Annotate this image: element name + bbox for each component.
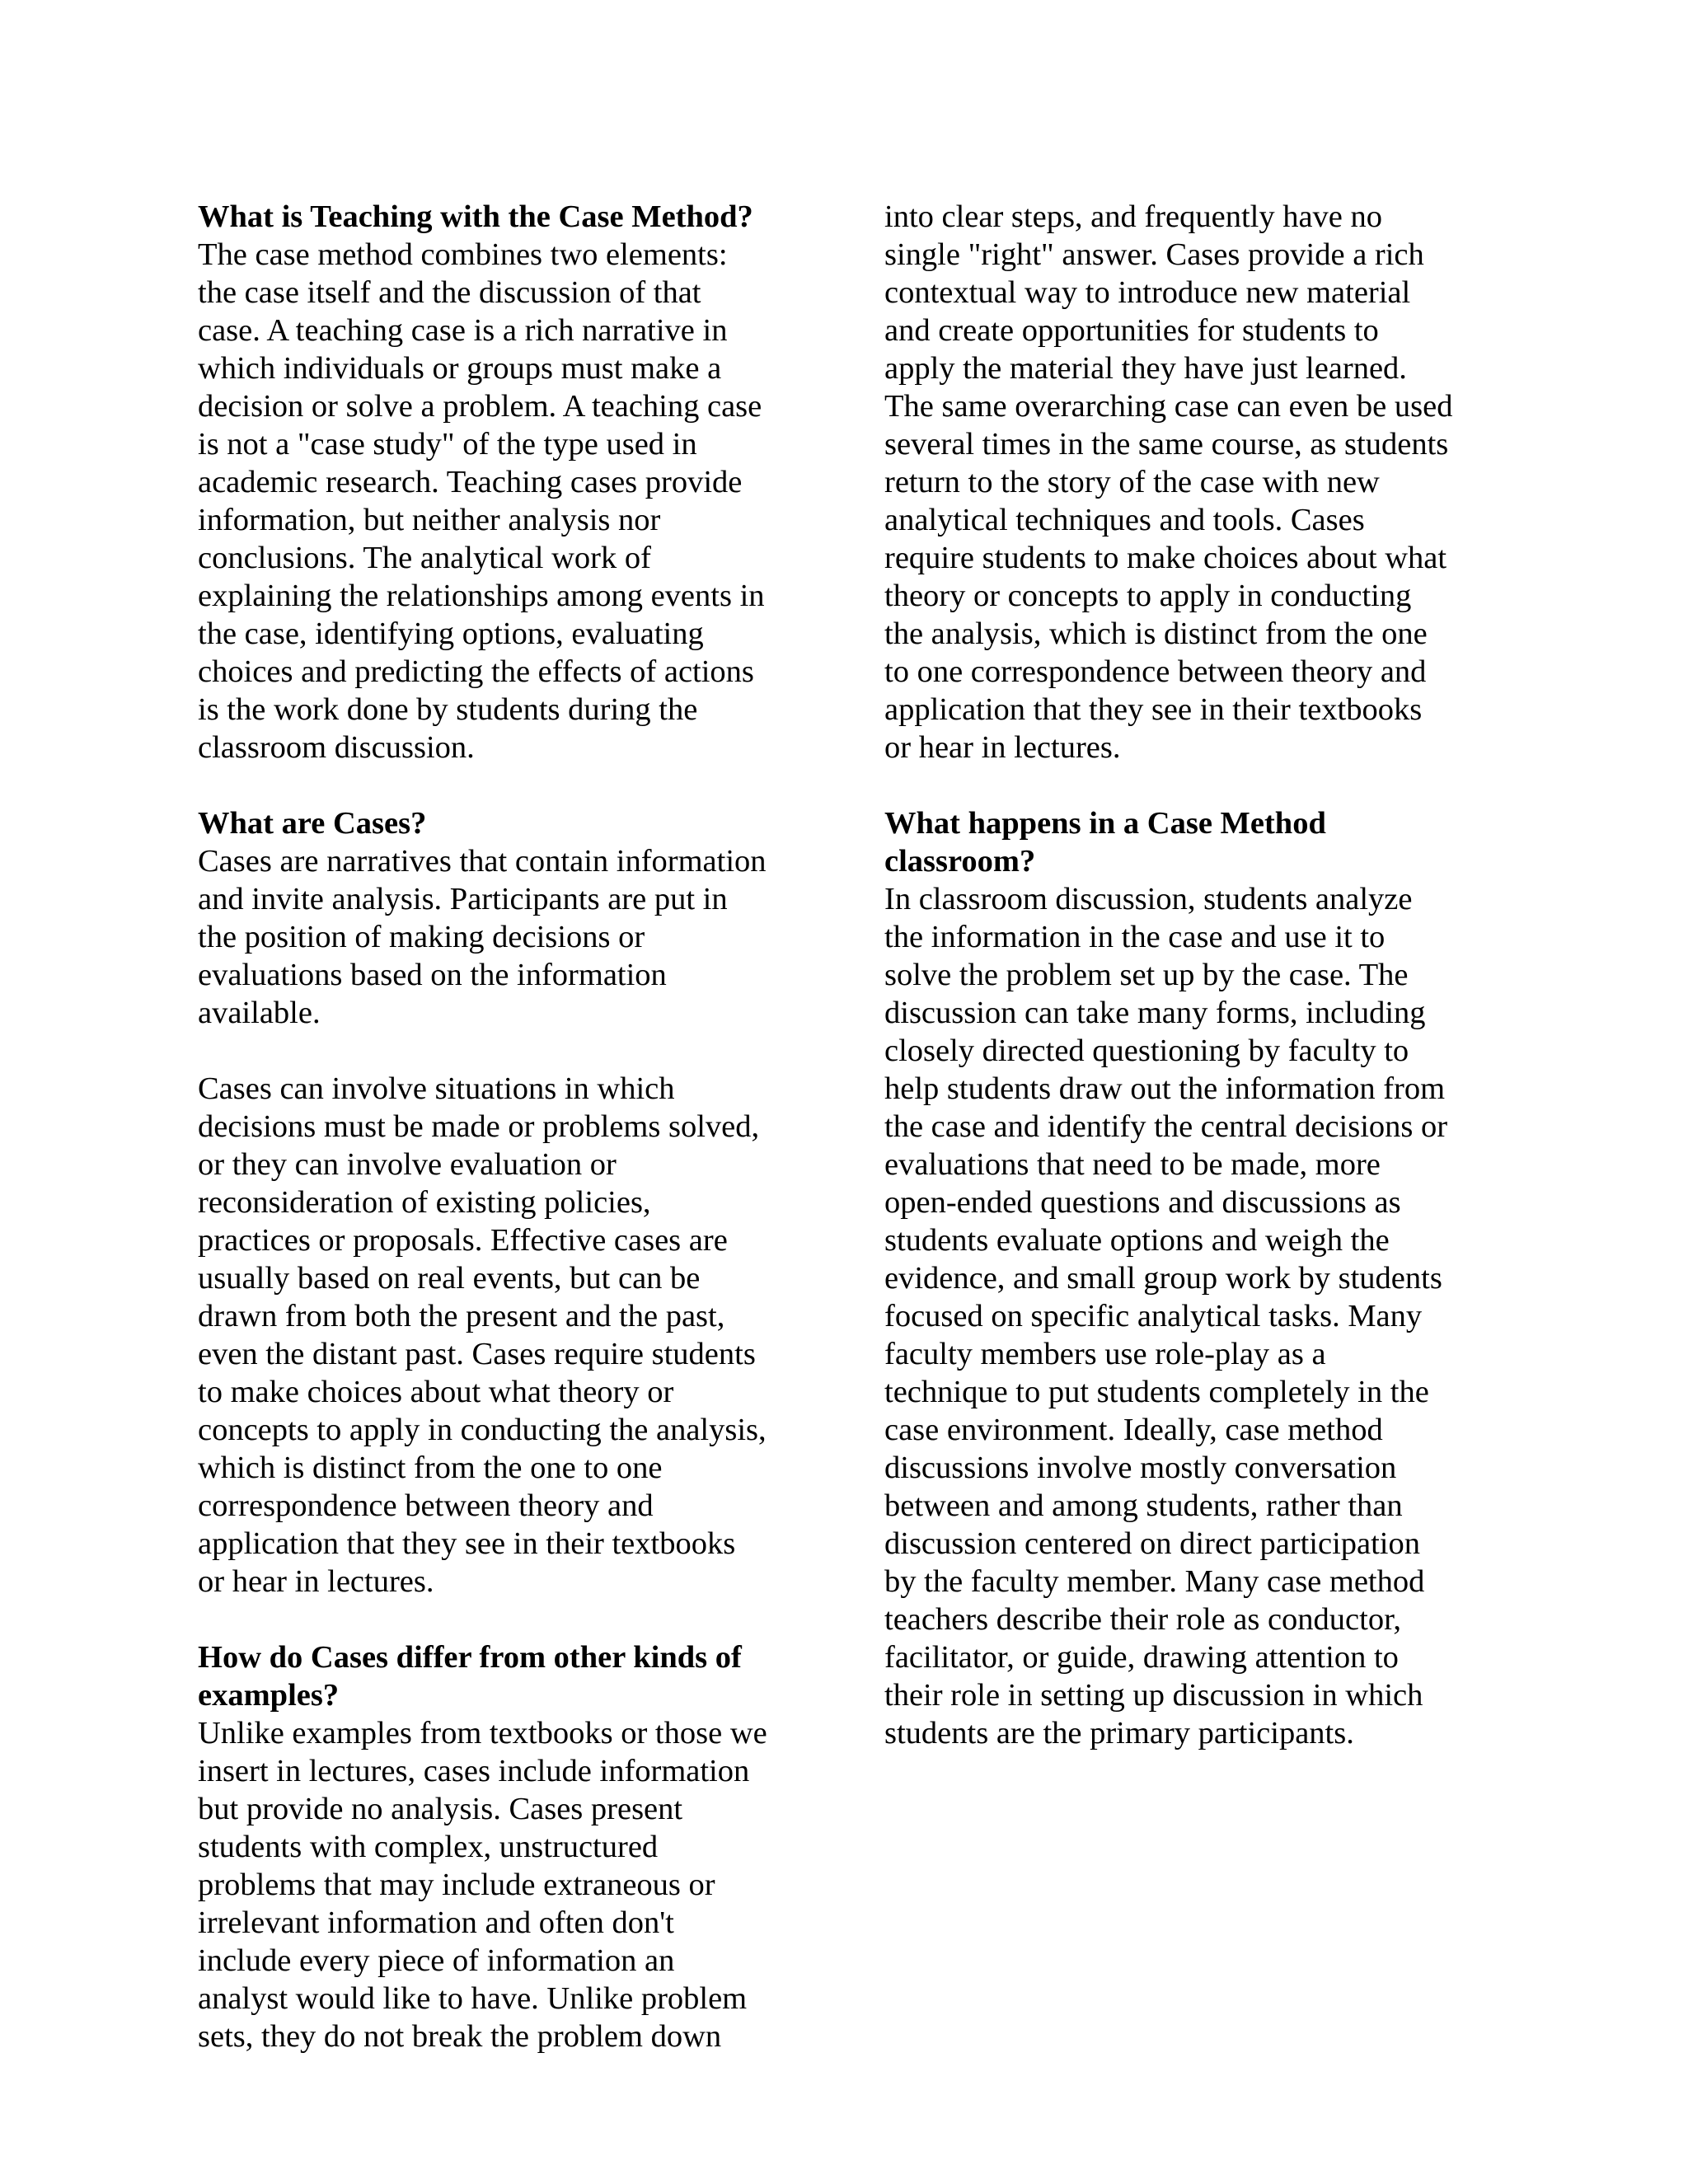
text-line: to make choices about what theory or bbox=[198, 1375, 674, 1409]
section-heading-teaching-case-method: What is Teaching with the Case Method? bbox=[198, 199, 753, 234]
text-line: theory or concepts to apply in conducting bbox=[884, 579, 1412, 613]
text-line: discussions involve mostly conversation bbox=[884, 1451, 1397, 1485]
text-line: available. bbox=[198, 996, 321, 1030]
text-line: decisions must be made or problems solved, bbox=[198, 1109, 760, 1144]
text-line: by the faculty member. Many case method bbox=[884, 1564, 1425, 1599]
paragraph-spacer bbox=[198, 766, 804, 804]
paragraph-case-method-classroom bbox=[884, 880, 1490, 1752]
text-line: information, but neither analysis nor bbox=[198, 503, 661, 537]
paragraph-cases-differ-continued bbox=[884, 198, 1490, 766]
text-line: or hear in lectures. bbox=[884, 730, 1121, 765]
section-heading-what-are-cases: What are Cases? bbox=[198, 806, 427, 841]
text-line: is not a "case study" of the type used in bbox=[198, 427, 697, 462]
text-line: application that they see in their textbooks bbox=[198, 1526, 736, 1561]
paragraph-spacer bbox=[198, 1601, 804, 1638]
heading-line: How do Cases differ from other kinds of bbox=[198, 1640, 742, 1675]
text-line: Cases can involve situations in which bbox=[198, 1071, 675, 1106]
text-line: solve the problem set up by the case. The bbox=[884, 958, 1409, 992]
text-line: classroom discussion. bbox=[198, 730, 475, 765]
text-line: the position of making decisions or bbox=[198, 920, 645, 954]
text-line: discussion can take many forms, including bbox=[884, 996, 1426, 1030]
text-line: sets, they do not break the problem down bbox=[198, 2019, 722, 2054]
text-line: case. A teaching case is a rich narrative in bbox=[198, 313, 728, 348]
text-line: teachers describe their role as conductor, bbox=[884, 1602, 1401, 1637]
text-line: correspondence between theory and bbox=[198, 1488, 654, 1523]
text-line: and create opportunities for students to bbox=[884, 313, 1379, 348]
text-line: insert in lectures, cases include information bbox=[198, 1754, 750, 1788]
text-line: contextual way to introduce new material bbox=[884, 275, 1411, 310]
right-column bbox=[884, 198, 1490, 1752]
text-line: closely directed questioning by faculty to bbox=[884, 1033, 1409, 1068]
text-line: evidence, and small group work by students bbox=[884, 1261, 1442, 1296]
text-line: to one correspondence between theory and bbox=[884, 654, 1427, 689]
text-line: return to the story of the case with new bbox=[884, 465, 1380, 499]
text-line: evaluations based on the information bbox=[198, 958, 667, 992]
text-line: apply the material they have just learned. bbox=[884, 351, 1407, 386]
text-line: In classroom discussion, students analyze bbox=[884, 882, 1413, 916]
text-line: drawn from both the present and the past, bbox=[198, 1299, 725, 1333]
text-line: focused on specific analytical tasks. Many bbox=[884, 1299, 1423, 1333]
text-line: and invite analysis. Participants are put in bbox=[198, 882, 728, 916]
paragraph-spacer bbox=[198, 1032, 804, 1070]
text-line: include every piece of information an bbox=[198, 1943, 675, 1978]
text-line: the case itself and the discussion of that bbox=[198, 275, 701, 310]
text-line: the information in the case and use it to bbox=[884, 920, 1386, 954]
text-line: which is distinct from the one to one bbox=[198, 1451, 663, 1485]
text-line: or they can involve evaluation or bbox=[198, 1147, 617, 1182]
text-line: but provide no analysis. Cases present bbox=[198, 1792, 683, 1826]
text-line: require students to make choices about what bbox=[884, 541, 1447, 575]
paragraph-spacer bbox=[884, 766, 1490, 804]
text-line: analytical techniques and tools. Cases bbox=[884, 503, 1365, 537]
text-line: problems that may include extraneous or bbox=[198, 1868, 715, 1902]
text-line: students evaluate options and weigh the bbox=[884, 1223, 1390, 1258]
paragraph-cases-definition bbox=[198, 842, 804, 1032]
text-line: analyst would like to have. Unlike problem bbox=[198, 1981, 748, 2016]
text-line: usually based on real events, but can be bbox=[198, 1261, 701, 1296]
text-line: the case and identify the central decisions or bbox=[884, 1109, 1448, 1144]
text-line: conclusions. The analytical work of bbox=[198, 541, 651, 575]
text-line: practices or proposals. Effective cases are bbox=[198, 1223, 728, 1258]
text-line: or hear in lectures. bbox=[198, 1564, 434, 1599]
text-line: choices and predicting the effects of actions bbox=[198, 654, 754, 689]
text-line: discussion centered on direct participation bbox=[884, 1526, 1421, 1561]
text-line: irrelevant information and often don't bbox=[198, 1905, 674, 1940]
text-line: evaluations that need to be made, more bbox=[884, 1147, 1381, 1182]
text-line: single "right" answer. Cases provide a rich bbox=[884, 237, 1424, 272]
text-line: into clear steps, and frequently have no bbox=[884, 199, 1383, 234]
text-line: the analysis, which is distinct from the one bbox=[884, 616, 1428, 651]
heading-line: classroom? bbox=[884, 844, 1036, 879]
text-line: Cases are narratives that contain information bbox=[198, 844, 767, 879]
text-line: technique to put students completely in the bbox=[884, 1375, 1429, 1409]
text-line: application that they see in their textbooks bbox=[884, 692, 1423, 727]
paragraph-cases-situations bbox=[198, 1070, 804, 1601]
text-line: which individuals or groups must make a bbox=[198, 351, 722, 386]
text-line: reconsideration of existing policies, bbox=[198, 1185, 651, 1220]
section-heading-case-method-classroom bbox=[884, 804, 1490, 880]
text-line: is the work done by students during the bbox=[198, 692, 698, 727]
heading-line: examples? bbox=[198, 1678, 340, 1713]
text-line: students with complex, unstructured bbox=[198, 1830, 659, 1864]
left-column bbox=[198, 198, 804, 2055]
text-line: their role in setting up discussion in which bbox=[884, 1678, 1423, 1713]
text-line: decision or solve a problem. A teaching case bbox=[198, 389, 762, 424]
heading-line: What happens in a Case Method bbox=[884, 806, 1326, 841]
text-line: facilitator, or guide, drawing attention to bbox=[884, 1640, 1399, 1675]
section-heading-cases-differ bbox=[198, 1638, 804, 1714]
text-line: open-ended questions and discussions as bbox=[884, 1185, 1401, 1220]
text-line: explaining the relationships among events in bbox=[198, 579, 765, 613]
text-line: even the distant past. Cases require students bbox=[198, 1337, 756, 1371]
text-line: academic research. Teaching cases provide bbox=[198, 465, 743, 499]
text-line: case environment. Ideally, case method bbox=[884, 1413, 1383, 1447]
text-line: faculty members use role-play as a bbox=[884, 1337, 1326, 1371]
text-line: help students draw out the information from bbox=[884, 1071, 1446, 1106]
text-line: between and among students, rather than bbox=[884, 1488, 1403, 1523]
text-line: the case, identifying options, evaluating bbox=[198, 616, 704, 651]
text-line: concepts to apply in conducting the analysis, bbox=[198, 1413, 767, 1447]
text-line: Unlike examples from textbooks or those we bbox=[198, 1716, 767, 1750]
text-line: students are the primary participants. bbox=[884, 1716, 1354, 1750]
text-line: several times in the same course, as students bbox=[884, 427, 1449, 462]
paragraph-case-method-intro bbox=[198, 236, 804, 766]
paragraph-cases-differ bbox=[198, 1714, 804, 2055]
text-line: The same overarching case can even be used bbox=[884, 389, 1453, 424]
text-line: The case method combines two elements: bbox=[198, 237, 728, 272]
